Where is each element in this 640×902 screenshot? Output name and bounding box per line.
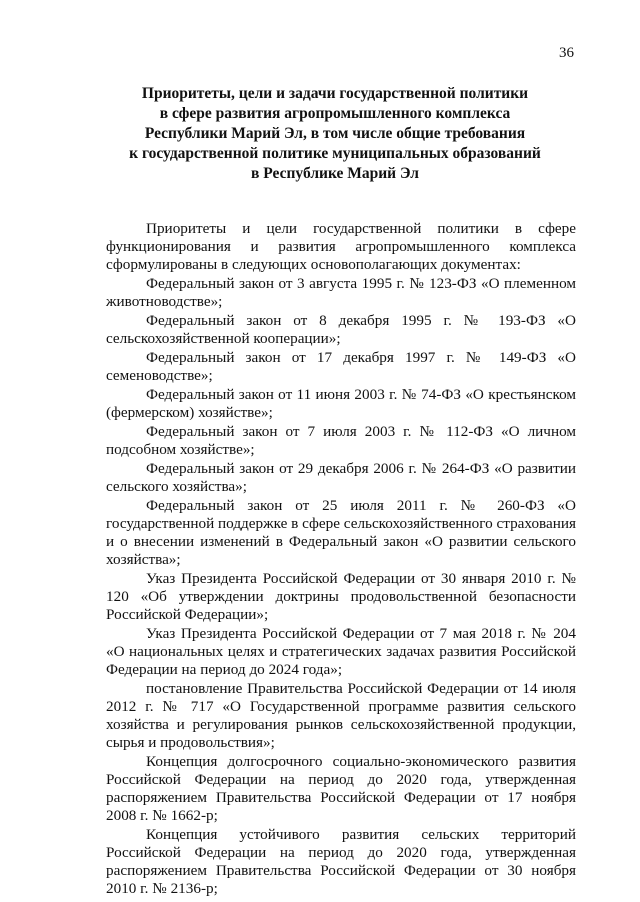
document-list-item: Федеральный закон от 25 июля 2011 г. № 260-ФЗ «О государственной поддержке в сфере сельскохозяйственного страхования и о внесении изменений в Федеральный закон «О развитии сельского хозяйства»; xyxy=(106,497,576,568)
document-list-item: Федеральный закон от 29 декабря 2006 г. № 264-ФЗ «О развитии сельского хозяйства»; xyxy=(106,460,576,495)
title-line: Республики Марий Эл, в том числе общие требования xyxy=(144,125,526,142)
document-list-item: постановление Правительства Российской Федерации от 14 июля 2012 г. № 717 «О Государственной программе развития сельского хозяйства и регулирования рынков сельскохозяйственной продукции, сырья и продовольствия»; xyxy=(106,680,576,751)
document-list-item: Концепция устойчивого развития сельских территорий Российской Федерации на период до 2020 года, утвержденная распоряжением Правительства Российской Федерации от 30 ноября 2010 г. № 2136-р; xyxy=(106,826,576,897)
document-list-item: Указ Президента Российской Федерации от 30 января 2010 г. № 120 «Об утверждении доктрины продовольственной безопасности Российской Федерации»; xyxy=(106,570,576,623)
document-list-item: Указ Президента Российской Федерации от 7 мая 2018 г. № 204 «О национальных целях и стратегических задачах развития Российской Федерации на период до 2024 года»; xyxy=(106,625,576,678)
section-title xyxy=(100,84,570,184)
title-line: к государственной политике муниципальных образований xyxy=(129,145,541,162)
document-list-item: Федеральный закон от 17 декабря 1997 г. № 149-ФЗ «О семеноводстве»; xyxy=(106,349,576,384)
page-number: 36 xyxy=(559,45,574,61)
document-body xyxy=(106,220,576,899)
document-list-item: Федеральный закон от 8 декабря 1995 г. № 193-ФЗ «О сельскохозяйственной кооперации»; xyxy=(106,312,576,347)
title-line: в сфере развития агропромышленного комплекса xyxy=(159,105,511,122)
intro-paragraph: Приоритеты и цели государственной политики в сфере функционирования и развития агропромышленного комплекса сформулированы в следующих основополагающих документах: xyxy=(106,220,576,273)
document-list-item: Федеральный закон от 7 июля 2003 г. № 112-ФЗ «О личном подсобном хозяйстве»; xyxy=(106,423,576,458)
document-list-item: Федеральный закон от 11 июня 2003 г. № 74-ФЗ «О крестьянском (фермерском) хозяйстве»; xyxy=(106,386,576,421)
title-line: Приоритеты, цели и задачи государственной политики xyxy=(141,85,529,102)
document-list-item: Концепция долгосрочного социально-экономического развития Российской Федерации на период до 2020 года, утвержденная распоряжением Правительства Российской Федерации от 17 ноября 2008 г. № 1662-р; xyxy=(106,753,576,824)
document-list-item: Федеральный закон от 3 августа 1995 г. № 123-ФЗ «О племенном животноводстве»; xyxy=(106,275,576,310)
title-line: в Республике Марий Эл xyxy=(251,165,419,182)
